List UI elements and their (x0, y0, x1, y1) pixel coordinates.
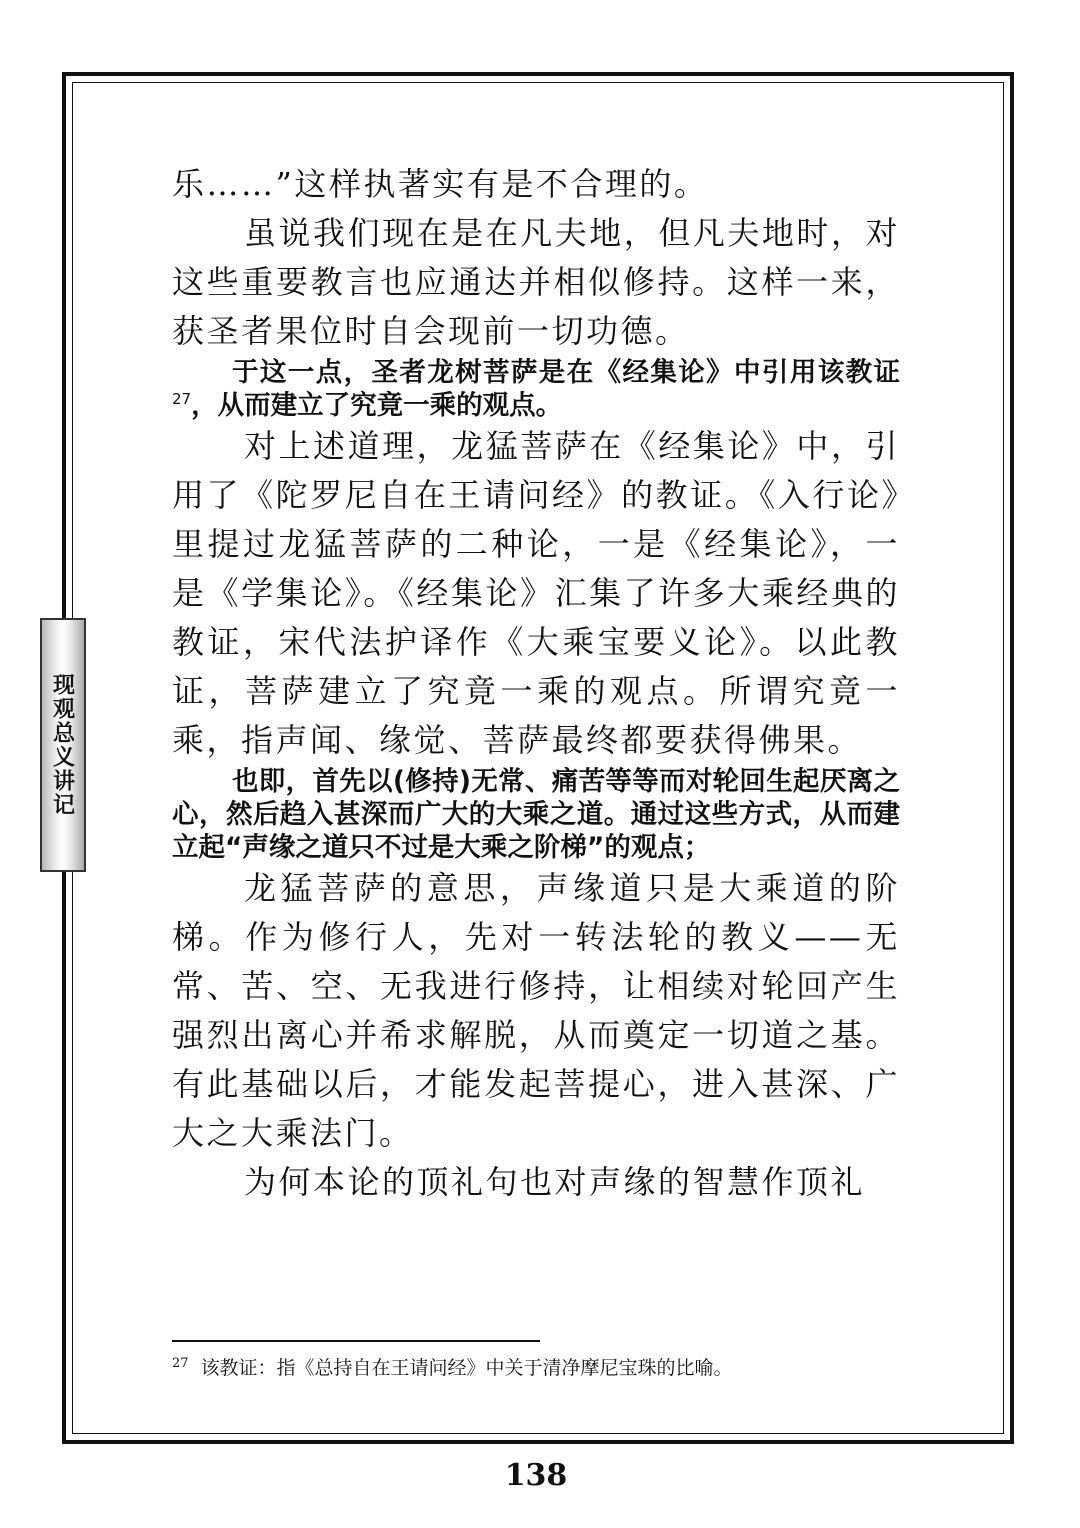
footnote-divider (172, 1340, 540, 1342)
paragraph-5: 为何本论的顶礼句也对声缘的智慧作顶礼 (244, 1163, 866, 1201)
footnote-number: 27 (172, 1356, 189, 1371)
quote-1-part-b: ，从而建立了究竟一乘的观点。 (191, 390, 563, 421)
paragraph-2: 虽说我们现在是在凡夫地，但凡夫地时，对这些重要教言也应通达并相似修持。这样一来，获圣者果位时自会现前一切功德。 (172, 214, 900, 350)
side-tab-title: 现观总义讲记 (49, 673, 76, 817)
quote-1-part-a: 于这一点，圣者龙树菩萨是在《经集论》中引用该教证 (232, 357, 900, 388)
paragraph-3: 对上述道理，龙猛菩萨在《经集论》中，引用了《陀罗尼自在王请问经》的教证。《入行论》里提过龙猛菩萨的二种论，一是《经集论》，一是《学集论》。《经集论》汇集了许多大乘经典的教证，宋代法护译作《大乘宝要义论》。以此教证，菩萨建立了究竟一乘的观点。所谓究竟一乘，指声闻、缘觉、菩萨最终都要获得佛果。 (172, 427, 900, 759)
root-text-quote-2: 也即，首先以(修持)无常、痛苦等等而对轮回生起厌离之心，然后趋入甚深而广大的大乘之道。通过这些方式，从而建立起“声缘之道只不过是大乘之阶梯”的观点； (172, 766, 900, 863)
footnote-text: 该教证：指《总持自在王请问经》中关于清净摩尼宝珠的比喻。 (200, 1357, 733, 1379)
side-tab (40, 618, 86, 872)
footnote-ref: 27 (172, 390, 192, 408)
paragraph-1: 乐……”这样执著实有是不合理的。 (172, 165, 709, 203)
page-number: 138 (504, 1458, 568, 1493)
main-text (172, 160, 900, 1207)
paragraph-4: 龙猛菩萨的意思，声缘道只是大乘道的阶梯。作为修行人，先对一转法轮的教义——无常、苦、空、无我进行修持，让相续对轮回产生强烈出离心并希求解脱，从而奠定一切道之基。有此基础以后，才能发起菩提心，进入甚深、广大之大乘法门。 (172, 869, 900, 1152)
footnote (172, 1354, 912, 1382)
root-text-quote-1 (172, 356, 900, 422)
